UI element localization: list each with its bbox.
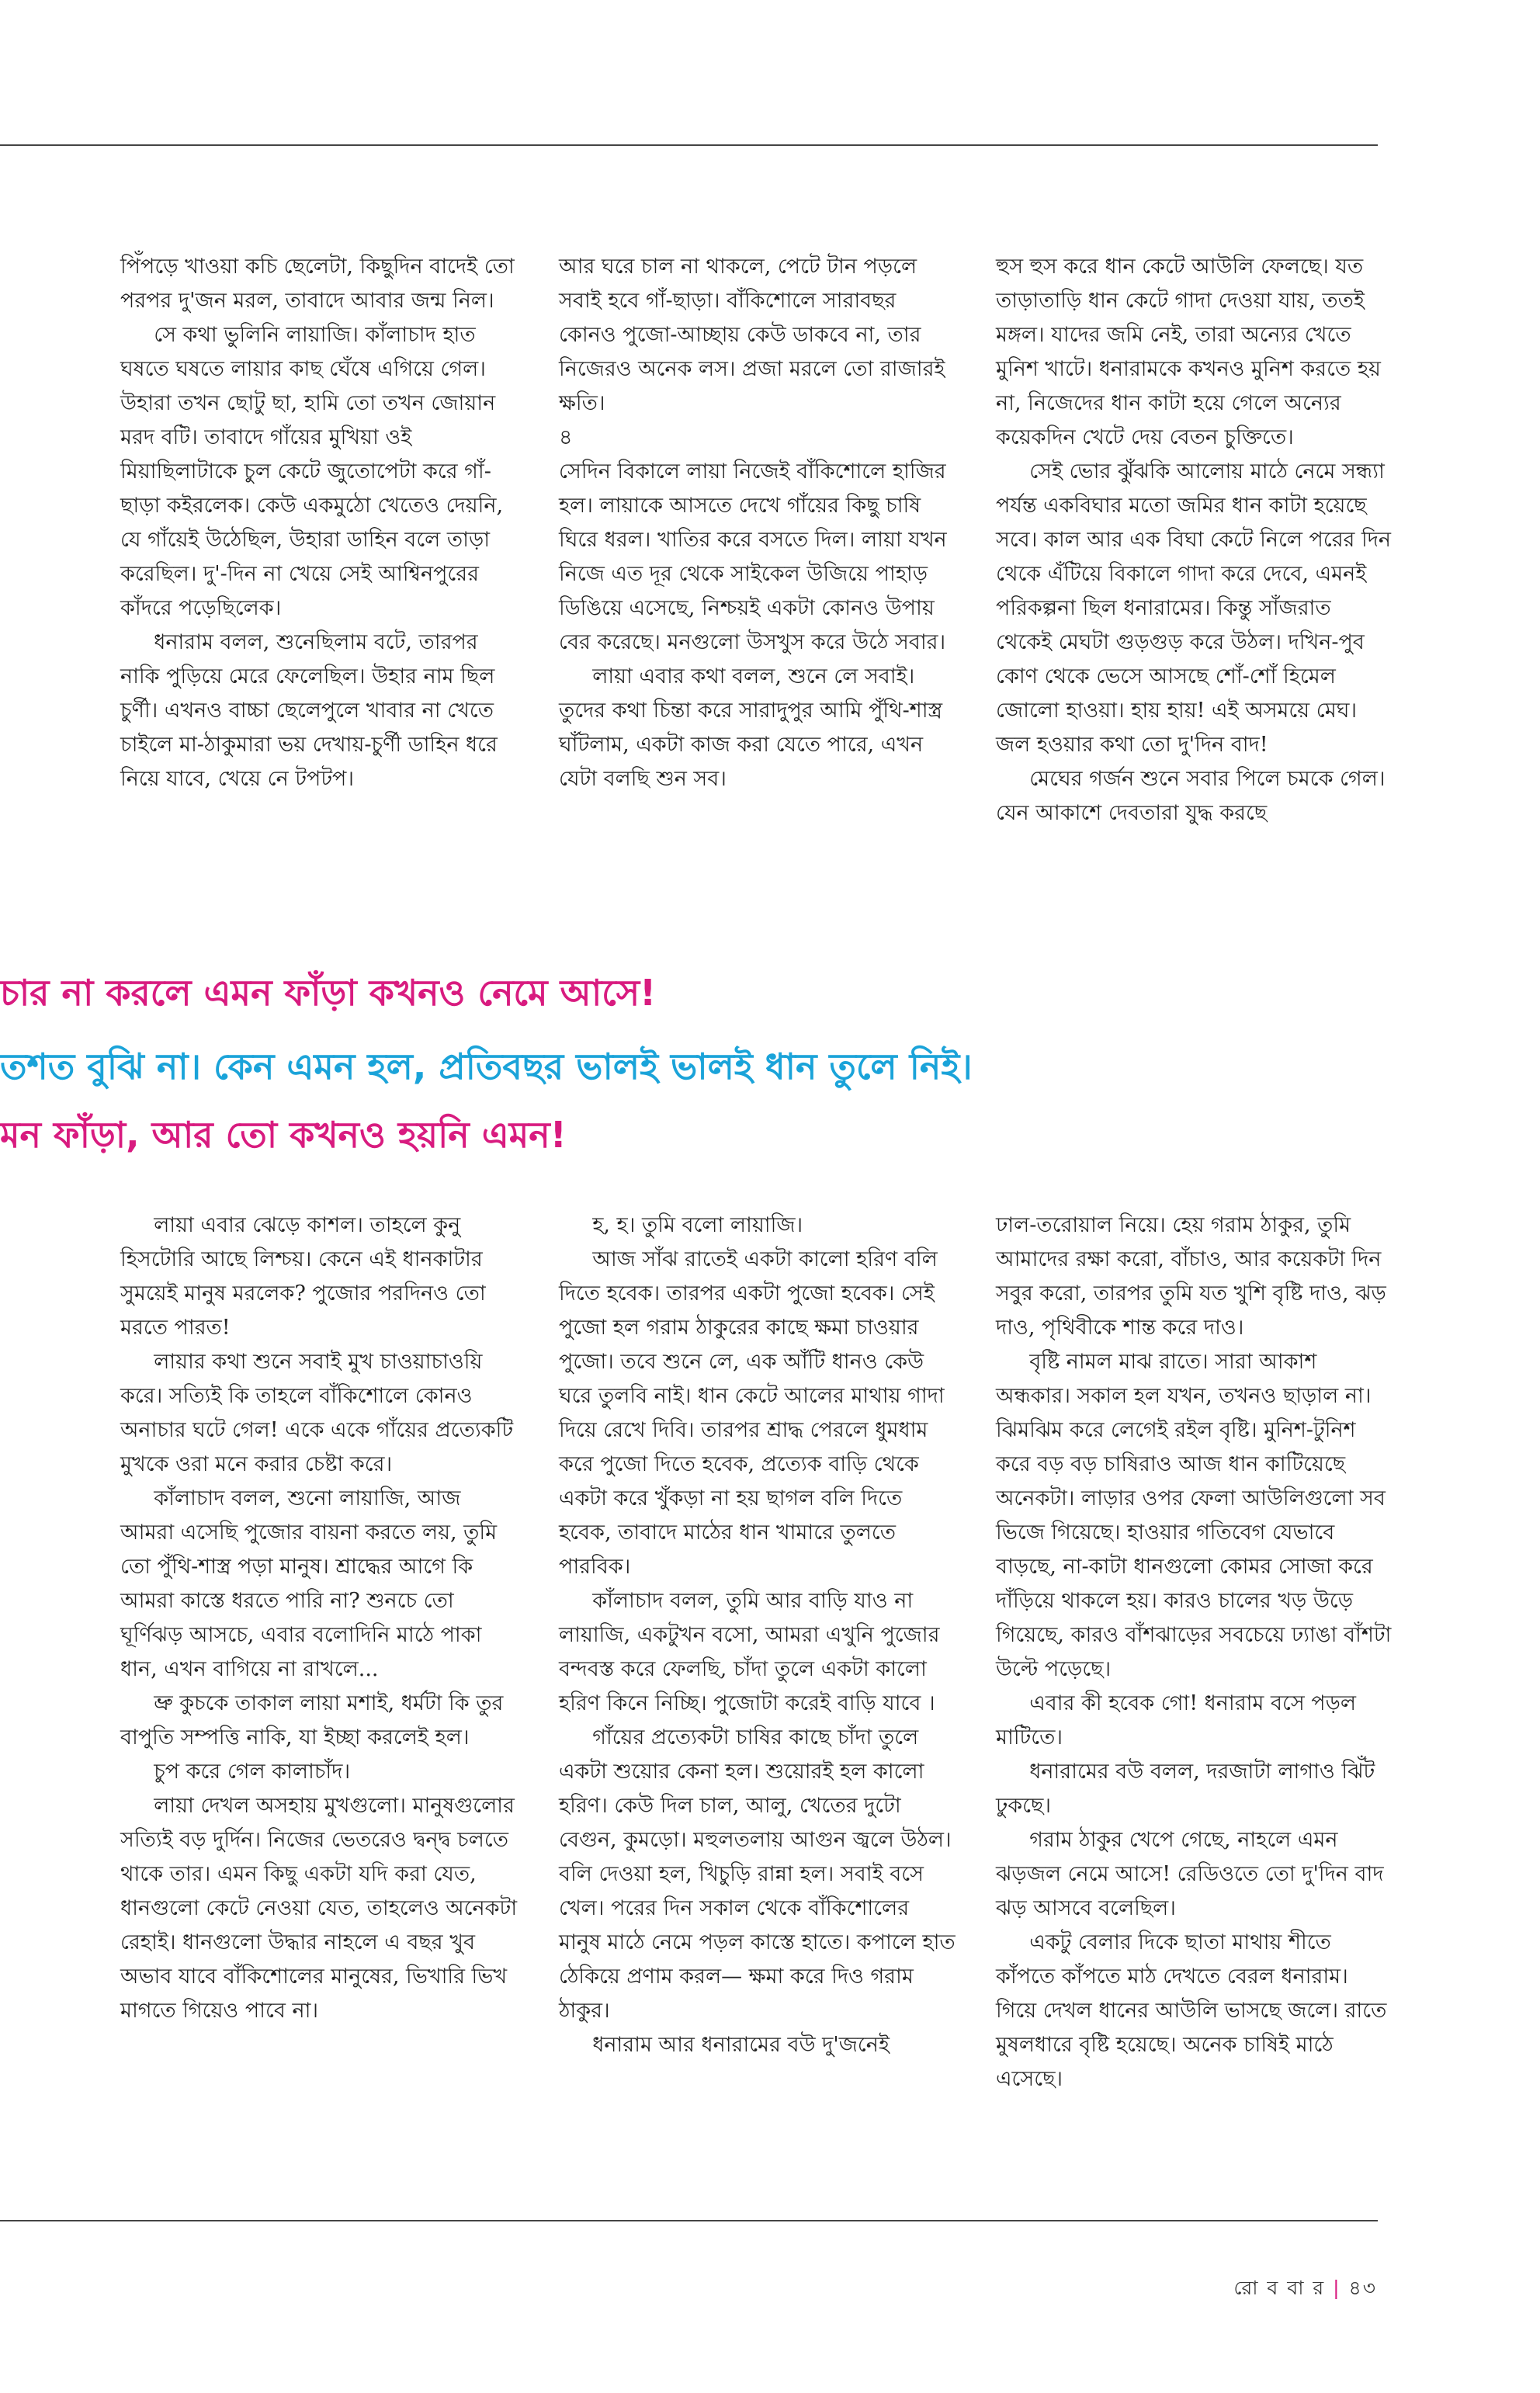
pull-quote-line-2: তশত বুঝি না। কেন এমন হল, প্রতিবছর ভালই ভালই ধান তুলে নিই। xyxy=(0,1046,973,1087)
paragraph: ভ্রু কুচকে তাকাল লায়া মশাই, ধর্মটা কি তুর বাপুতি সম্পত্তি নাকি, যা ইচ্ছা করলেই হল। xyxy=(120,1691,504,1750)
paragraph: হ, হ। তুমি বলো লায়াজি। xyxy=(592,1213,803,1237)
paragraph: কাঁলাচাদ বলল, তুমি আর বাড়ি যাও না লায়াজি, একটুখন বসো, আমরা এখুনি পুজোর বন্দবস্ত করে ফেলছি, চাঁদা তুলে একটা কালো হরিণ কিনে নিচ্ছি। পুজোটা করেই বাড়ি যাবে । xyxy=(559,1589,940,1715)
bottom-column-1 xyxy=(120,1209,518,2028)
pull-quote-line-3: মন ফাঁড়া, আর তো কখনও হয়নি এমন! xyxy=(0,1114,567,1156)
paragraph: চুপ করে গেল কালাচাঁদ। xyxy=(154,1760,351,1784)
paragraph: লায়া দেখল অসহায় মুখগুলো। মানুষগুলোর সত্যিই বড় দুর্দিন। নিজের ভেতরেও দ্বন্দ্ব চলতে থাকে তার। এমন কিছু একটা যদি করা যেত, ধানগুলো কেটে নেওয়া যেত, তাহলেও অনেকটা রেহাই। ধানগুলো উদ্ধার নাহলে এ বছর খুব অভাব যাবে বাঁকিশোলের মানুষের, ভিখারি ভিখ মাগতে গিয়েও পাবে না। xyxy=(120,1794,518,2023)
paragraph: ঢাল-তরোয়াল নিয়ে। হেয় গরাম ঠাকুর, তুমি আমাদের রক্ষা করো, বাঁচাও, আর কয়েকটা দিন সবুর করো, তারপর তুমি যত খুশি বৃষ্টি দাও, ঝড় দাও, পৃথিবীকে শান্ত করে দাও। xyxy=(996,1213,1386,1340)
paragraph: গাঁয়ের প্রত্যেকটা চাষির কাছে চাঁদা তুলে একটা শুয়োর কেনা হল। শুয়োরই হল কালো হরিণ। কেউ দিল চাল, আলু, খেতের দুটো বেগুন, কুমড়ো। মহুলতলায় আগুন জ্বলে উঠল। বলি দেওয়া হল, খিচুড়ি রান্না হল। সবাই বসে খেল। পরের দিন সকাল থেকে বাঁকিশোলের মানুষ মাঠে নেমে পড়ল কাস্তে হাতে। কপালে হাত ঠেকিয়ে প্রণাম করল— ক্ষমা করে দিও গরাম ঠাকুর। xyxy=(559,1725,956,2023)
bottom-column-2 xyxy=(559,1209,956,2062)
top-rule xyxy=(0,144,1378,146)
pull-quote-line-1: চার না করলে এমন ফাঁড়া কখনও নেমে আসে! xyxy=(0,972,657,1014)
bottom-column-3 xyxy=(996,1209,1393,2096)
paragraph: বৃষ্টি নামল মাঝ রাতে। সারা আকাশ অন্ধকার। সকাল হল যখন, তখনও ছাড়াল না। ঝিমঝিম করে লেগেই রইল বৃষ্টি। মুনিশ-টুনিশ করে বড় বড় চাষিরাও আজ ধান কাটিয়েছে অনেকটা। লাড়ার ওপর ফেলা আউলিগুলো সব ভিজে গিয়েছে। হাওয়ার গতিবেগ যেভাবে বাড়ছে, না-কাটা ধানগুলো কোমর সোজা করে দাঁড়িয়ে থাকলে হয়। কারও চালের খড় উড়ে গিয়েছে, কারও বাঁশঝাড়ের সবচেয়ে ঢ্যাঙা বাঁশটা উল্টে পড়েছে। xyxy=(996,1350,1392,1681)
paragraph: লায়া এবার কথা বলল, শুনে লে সবাই। তুদের কথা চিন্তা করে সারাদুপুর আমি পুঁথি-শাস্ত্র ঘাঁটলাম, একটা কাজ করা যেতে পারে, এখন যেটা বলছি শুন সব। xyxy=(559,664,943,791)
paragraph: কাঁলাচাদ বলল, শুনো লায়াজি, আজ আমরা এসেছি পুজোর বায়না করতে লয়, তুমি তো পুঁথি-শাস্ত্র পড়া মানুষ। শ্রাদ্ধের আগে কি আমরা কাস্তে ধরতে পারি না? শুনচে তো ঘূর্ণিঝড় আসচে, এবার বলোদিনি মাঠে পাকা ধান, এখন বাগিয়ে না রাখলে... xyxy=(120,1486,498,1681)
bottom-rule xyxy=(0,2220,1378,2221)
paragraph: সেই ভোর ঝুঁঝকি আলোয় মাঠে নেমে সন্ধ্যা পর্যন্ত একবিঘার মতো জমির ধান কাটা হয়েছে সবে। কাল আর এক বিঘা কেটে নিলে পরের দিন থেকে এঁটিয়ে বিকালে গাদা করে দেবে, এমনই পরিকল্পনা ছিল ধনারামের। কিন্তু সাঁজরাত থেকেই মেঘটা গুড়গুড় করে উঠল। দখিন-পুব কোণ থেকে ভেসে আসছে শোঁ-শোঁ হিমেল জোলো হাওয়া। হায় হায়! এই অসময়ে মেঘ। জল হওয়ার কথা তো দু'দিন বাদ! xyxy=(996,460,1392,757)
paragraph: ধনারাম বলল, শুনেছিলাম বটে, তারপর নাকি পুড়িয়ে মেরে ফেলেছিল। উহার নাম ছিল চুর্ণী। এখনও বাচ্চা ছেলেপুলে খাবার না খেতে চাইলে মা-ঠাকুমারা ভয় দেখায়-চুর্ণী ডাহিন ধরে নিয়ে যাবে, খেয়ে নে টপটপ। xyxy=(120,630,498,791)
paragraph: এবার কী হবেক গো! ধনারাম বসে পড়ল মাটিতে। xyxy=(996,1691,1357,1750)
footer-separator: | xyxy=(1333,2277,1341,2299)
paragraph: লায়া এবার ঝেড়ে কাশল। তাহলে কুনু হিসটোরি আছে লিশ্চয়। কেনে এই ধানকাটার সুময়েই মানুষ মরলেক? পুজোর পরদিনও তো মরতে পারত! xyxy=(120,1213,486,1340)
paragraph: সে কথা ভুলিনি লায়াজি। কাঁলাচাদ হাত ঘষতে ঘষতে লায়ার কাছ ঘেঁষে এগিয়ে গেল। উহারা তখন ছোটু ছা, হামি তো তখন জোয়ান মরদ বটি। তাবাদে গাঁয়ের মুখিয়া ওই মিয়াছিলাটাকে চুল কেটে জুতোপেটা করে গাঁ-ছাড়া কইরলেক। কেউ একমুঠো খেতেও দেয়নি, যে গাঁয়েই উঠেছিল, উহারা ডাহিন বলে তাড়া করেছিল। দু'-দিন না খেয়ে সেই আশ্বিনপুরের কাঁদরে পড়েছিলেক। xyxy=(120,323,504,620)
paragraph: লায়ার কথা শুনে সবাই মুখ চাওয়াচাওয়ি করে। সত্যিই কি তাহলে বাঁকিশোলে কোনও অনাচার ঘটে গেল! একে একে গাঁয়ের প্রত্যেকটি মুখকে ওরা মনে করার চেষ্টা করে। xyxy=(120,1350,514,1476)
top-column-2 xyxy=(559,250,956,796)
pull-quote xyxy=(0,966,1540,1199)
paragraph: একটু বেলার দিকে ছাতা মাথায় শীতে কাঁপতে কাঁপতে মাঠ দেখতে বেরল ধনারাম। গিয়ে দেখল ধানের আউলি ভাসছে জলে। রাতে মুষলধারে বৃষ্টি হয়েছে। অনেক চাষিই মাঠে এসেছে। xyxy=(996,1930,1387,2091)
page-number: ৪৩ xyxy=(1348,2277,1377,2299)
paragraph: সেদিন বিকালে লায়া নিজেই বাঁকিশোলে হাজির হল। লায়াকে আসতে দেখে গাঁয়ের কিছু চাষি ঘিরে ধরল। খাতির করে বসতে দিল। লায়া যখন নিজে এত দূর থেকে সাইকেল উজিয়ে পাহাড় ডিঙিয়ে এসেছে, নিশ্চয়ই একটা কোনও উপায় বের করেছে। মনগুলো উসখুস করে উঠে সবার। xyxy=(559,460,947,654)
top-column-1 xyxy=(120,250,518,796)
paragraph: গরাম ঠাকুর খেপে গেছে, নাহলে এমন ঝড়জল নেমে আসে! রেডিওতে তো দু'দিন বাদ ঝড় আসবে বলেছিল। xyxy=(996,1828,1384,1920)
top-column-3 xyxy=(996,250,1393,831)
paragraph: আর ঘরে চাল না থাকলে, পেটে টান পড়লে সবাই হবে গাঁ-ছাড়া। বাঁকিশোলে সারাবছর কোনও পুজো-আচ্ছায় কেউ ডাকবে না, তার নিজেরও অনেক লস। প্রজা মরলে তো রাজারই ক্ষতি। xyxy=(559,255,945,415)
paragraph: ধনারামের বউ বলল, দরজাটা লাগাও ঝিঁট ঢুকছে। xyxy=(996,1760,1375,1818)
paragraph: ধনারাম আর ধনারামের বউ দু'জনেই xyxy=(592,2033,890,2057)
magazine-name: রো ব বা র xyxy=(1233,2277,1326,2299)
paragraph: ৪ xyxy=(559,425,573,449)
paragraph: হুস হুস করে ধান কেটে আউলি ফেলছে। যত তাড়াতাড়ি ধান কেটে গাদা দেওয়া যায়, ততই মঙ্গল। যাদের জমি নেই, তারা অন্যের খেতে মুনিশ খাটে। ধনারামকে কখনও মুনিশ করতে হয় না, নিজেদের ধান কাটা হয়ে গেলে অন্যের কয়েকদিন খেটে দেয় বেতন চুক্তিতে। xyxy=(996,255,1381,449)
page-footer xyxy=(1233,2273,1377,2306)
paragraph: মেঘের গর্জন শুনে সবার পিলে চমকে গেল। যেন আকাশে দেবতারা যুদ্ধ করছে xyxy=(996,767,1386,825)
paragraph: আজ সাঁঝ রাতেই একটা কালো হরিণ বলি দিতে হবেক। তারপর একটা পুজো হবেক। সেই পুজো হল গরাম ঠাকুরের কাছে ক্ষমা চাওয়ার পুজো। তবে শুনে লে, এক আঁটি ধানও কেউ ঘরে তুলবি নাই। ধান কেটে আলের মাথায় গাদা দিয়ে রেখে দিবি। তারপর শ্রাদ্ধ পেরলে ধুমধাম করে পুজো দিতে হবেক, প্রত্যেক বাড়ি থেকে একটা করে খুঁকড়া না হয় ছাগল বলি দিতে হবেক, তাবাদে মাঠের ধান খামারে তুলতে পারবিক। xyxy=(559,1247,945,1579)
paragraph: পিঁপড়ে খাওয়া কচি ছেলেটা, কিছুদিন বাদেই তো পরপর দু'জন মরল, তাবাদে আবার জন্ম নিল। xyxy=(120,255,515,313)
